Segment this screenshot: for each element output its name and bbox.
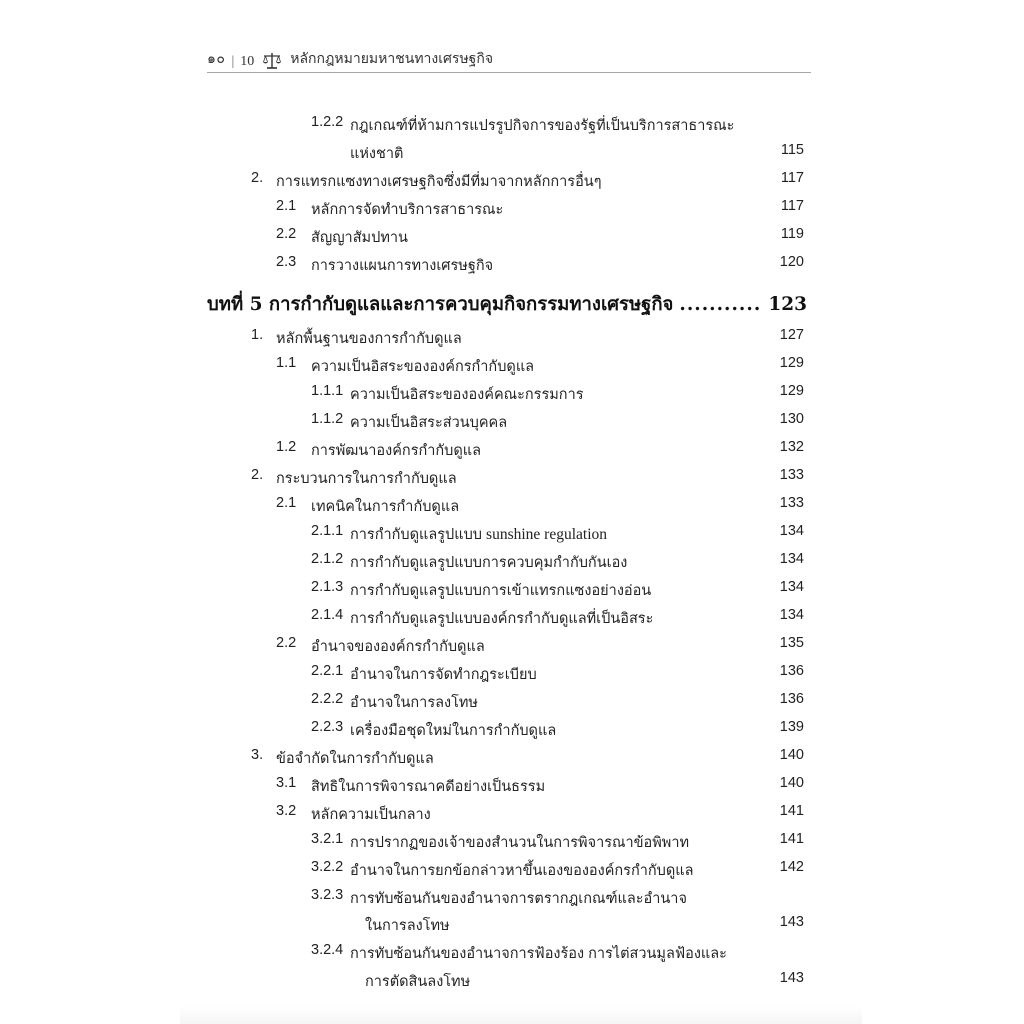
toc-entry-title: การตัดสินลงโทษ <box>365 974 471 990</box>
toc-entry-page: 130 <box>779 411 804 427</box>
toc-entry <box>0 495 1024 521</box>
toc-entry-page: 133 <box>779 495 804 511</box>
toc-entry-page: 133 <box>779 467 804 483</box>
toc-entry-page: 134 <box>779 579 804 595</box>
toc-entry-number: 1.2 <box>276 439 297 455</box>
toc-entry-title: หลักพื้นฐานของการกำกับดูแล <box>276 331 462 347</box>
toc-entry-page: 143 <box>779 914 804 930</box>
chapter-page: 123 <box>768 294 807 315</box>
toc-entry-page: 142 <box>779 859 804 875</box>
toc-entry <box>0 859 1024 885</box>
toc-entry-title: ในการลงโทษ <box>365 918 450 934</box>
toc-entry-number: 2.1 <box>276 198 297 214</box>
chapter-heading <box>207 290 807 322</box>
toc-entry-number: 3.1 <box>276 775 297 791</box>
toc-entry-page: 143 <box>779 970 804 986</box>
toc-entry <box>0 467 1024 493</box>
toc-entry-title-thai: การกำกับดูแลรูปแบบ <box>350 527 483 543</box>
toc-entry-number: 1.1.2 <box>311 411 344 427</box>
toc-entry-title: การกำกับดูแลรูปแบบการเข้าแทรกแซงอย่างอ่อน <box>350 583 652 599</box>
toc-entry <box>0 355 1024 381</box>
toc-entry-page: 141 <box>779 831 804 847</box>
running-header <box>207 48 811 73</box>
toc-entry-title: การกำกับดูแลรูปแบบองค์กรกำกับดูแลที่เป็นอิสระ <box>350 611 654 627</box>
toc-entry-title: สัญญาสัมปทาน <box>311 230 408 246</box>
toc-entry-title: หลักการจัดทำบริการสาธารณะ <box>311 202 504 218</box>
toc-entry-title: เทคนิคในการกำกับดูแล <box>311 499 460 515</box>
toc-entry <box>0 607 1024 633</box>
toc-entry-page: 129 <box>779 355 804 371</box>
toc-entry-title: ความเป็นอิสระส่วนบุคคล <box>350 415 508 431</box>
toc-entry-title: อำนาจในการจัดทำกฎระเบียบ <box>350 667 537 683</box>
thai-page-number: ๑๐ <box>207 52 226 67</box>
page-bottom-shadow <box>180 1006 862 1024</box>
toc-entry <box>0 327 1024 353</box>
book-title: หลักกฎหมายมหาชนทางเศรษฐกิจ <box>290 52 494 67</box>
toc-entry-number: 2.2.2 <box>311 691 344 707</box>
toc-entry-title: กฎเกณฑ์ที่ห้ามการแปรรูปกิจการของรัฐที่เป็นบริการสาธารณะ <box>350 118 735 134</box>
toc-entry-number: 3.2.4 <box>311 942 344 958</box>
page-number: 10 <box>240 54 255 69</box>
toc-entry-page: 117 <box>780 170 804 186</box>
toc-entry-number: 3.2 <box>276 803 297 819</box>
toc-entry-page: 132 <box>779 439 804 455</box>
toc-entry <box>0 691 1024 717</box>
toc-entry-title: หลักความเป็นกลาง <box>311 807 431 823</box>
chapter-title: บทที่ 5 การกำกับดูแลและการควบคุมกิจกรรมทางเศรษฐกิจ <box>207 294 674 315</box>
toc-entry <box>0 942 1024 968</box>
toc-entry-title: ข้อจำกัดในการกำกับดูแล <box>276 751 434 767</box>
toc-entry-number: 2.1.3 <box>311 579 344 595</box>
toc-entry <box>0 383 1024 409</box>
toc-entry <box>0 719 1024 745</box>
toc-entry-title: การพัฒนาองค์กรกำกับดูแล <box>311 443 482 459</box>
toc-entry-title: การกำกับดูแลรูปแบบการควบคุมกำกับกันเอง <box>350 555 628 571</box>
toc-entry-page: 135 <box>779 635 804 651</box>
toc-entry-number: 1. <box>251 327 264 343</box>
toc-entry-page: 127 <box>779 327 804 343</box>
toc-entry-page: 129 <box>779 383 804 399</box>
toc-entry-page: 136 <box>779 663 804 679</box>
toc-entry-title: ความเป็นอิสระขององค์กรกำกับดูแล <box>311 359 535 375</box>
toc-entry <box>0 114 1024 140</box>
toc-entry-number: 2.1 <box>276 495 297 511</box>
leader-dots <box>679 294 762 315</box>
toc-entry-page: 140 <box>779 775 804 791</box>
toc-entry-number: 2. <box>251 467 264 483</box>
toc-entry-number: 2.1.2 <box>311 551 344 567</box>
toc-entry-number: 3.2.2 <box>311 859 344 875</box>
toc-entry-page: 115 <box>780 142 804 158</box>
toc-entry-page: 141 <box>779 803 804 819</box>
toc-entry-title: การแทรกแซงทางเศรษฐกิจซึ่งมีที่มาจากหลักการอื่นๆ <box>276 174 602 190</box>
toc-entry-title: อำนาจในการลงโทษ <box>350 695 478 711</box>
toc-entry <box>0 226 1024 252</box>
toc-entry-number: 2.2.1 <box>311 663 344 679</box>
toc-entry-page: 136 <box>779 691 804 707</box>
toc-entry-number: 3. <box>251 747 264 763</box>
scales-of-justice-icon <box>262 52 282 70</box>
toc-entry-page: 117 <box>780 198 804 214</box>
toc-entry-title: การวางแผนการทางเศรษฐกิจ <box>311 258 494 274</box>
toc-entry <box>0 551 1024 577</box>
toc-entry-title: แห่งชาติ <box>350 146 404 162</box>
toc-entry <box>0 747 1024 773</box>
toc-entry-number: 3.2.3 <box>311 887 344 903</box>
toc-entry <box>0 439 1024 465</box>
toc-entry <box>0 523 1024 549</box>
toc-entry <box>0 198 1024 224</box>
toc-entry <box>0 170 1024 196</box>
toc-entry-page: 139 <box>779 719 804 735</box>
toc-entry-number: 2.1.1 <box>311 523 344 539</box>
toc-entry-page: 120 <box>779 254 804 270</box>
toc-entry <box>0 254 1024 280</box>
toc-entry-page: 134 <box>779 607 804 623</box>
toc-entry-number: 2.2 <box>276 226 297 242</box>
toc-entry <box>0 775 1024 801</box>
toc-entry-title: การปรากฏของเจ้าของสำนวนในการพิจารณาข้อพิพาท <box>350 835 690 851</box>
toc-entry-continuation <box>0 914 1024 940</box>
header-separator: | <box>231 54 235 69</box>
toc-entry-title: เครื่องมือชุดใหม่ในการกำกับดูแล <box>350 723 557 739</box>
toc-entry <box>0 411 1024 437</box>
toc-entry-page: 134 <box>779 523 804 539</box>
toc-entry-title <box>350 523 607 546</box>
toc-entry-number: 1.1 <box>276 355 297 371</box>
toc-entry-number: 2. <box>251 170 264 186</box>
toc-entry-number: 3.2.1 <box>311 831 344 847</box>
toc-entry-title: การทับซ้อนกันของอำนาจการตรากฎเกณฑ์และอำนาจ <box>350 891 687 907</box>
toc-entry-number: 2.1.4 <box>311 607 344 623</box>
toc-entry <box>0 831 1024 857</box>
toc-entry <box>0 635 1024 661</box>
toc-entry-page: 134 <box>779 551 804 567</box>
toc-entry <box>0 663 1024 689</box>
toc-entry-number: 2.2 <box>276 635 297 651</box>
toc-entry-title: การทับซ้อนกันของอำนาจการฟ้องร้อง การไต่สวนมูลฟ้องและ <box>350 946 727 962</box>
toc-entry-title: ความเป็นอิสระขององค์คณะกรรมการ <box>350 387 584 403</box>
toc-entry-number: 1.2.2 <box>311 114 344 130</box>
toc-entry-number: 2.3 <box>276 254 297 270</box>
toc-entry <box>0 579 1024 605</box>
toc-entry-page: 140 <box>779 747 804 763</box>
toc-entry-title: กระบวนการในการกำกับดูแล <box>276 471 457 487</box>
toc-entry-continuation <box>0 970 1024 996</box>
toc-entry-number: 2.2.3 <box>311 719 344 735</box>
toc-entry-title: อำนาจในการยกข้อกล่าวหาขึ้นเองขององค์กรกำกับดูแล <box>350 863 694 879</box>
toc-entry-page: 119 <box>780 226 804 242</box>
toc-entry <box>0 887 1024 913</box>
toc-entry-number: 1.1.1 <box>311 383 344 399</box>
toc-entry <box>0 803 1024 829</box>
toc-entry-continuation <box>0 142 1024 168</box>
toc-entry-title: อำนาจขององค์กรกำกับดูแล <box>311 639 485 655</box>
toc-entry-title-english: sunshine regulation <box>486 526 608 543</box>
toc-entry-title: สิทธิในการพิจารณาคดีอย่างเป็นธรรม <box>311 779 546 795</box>
